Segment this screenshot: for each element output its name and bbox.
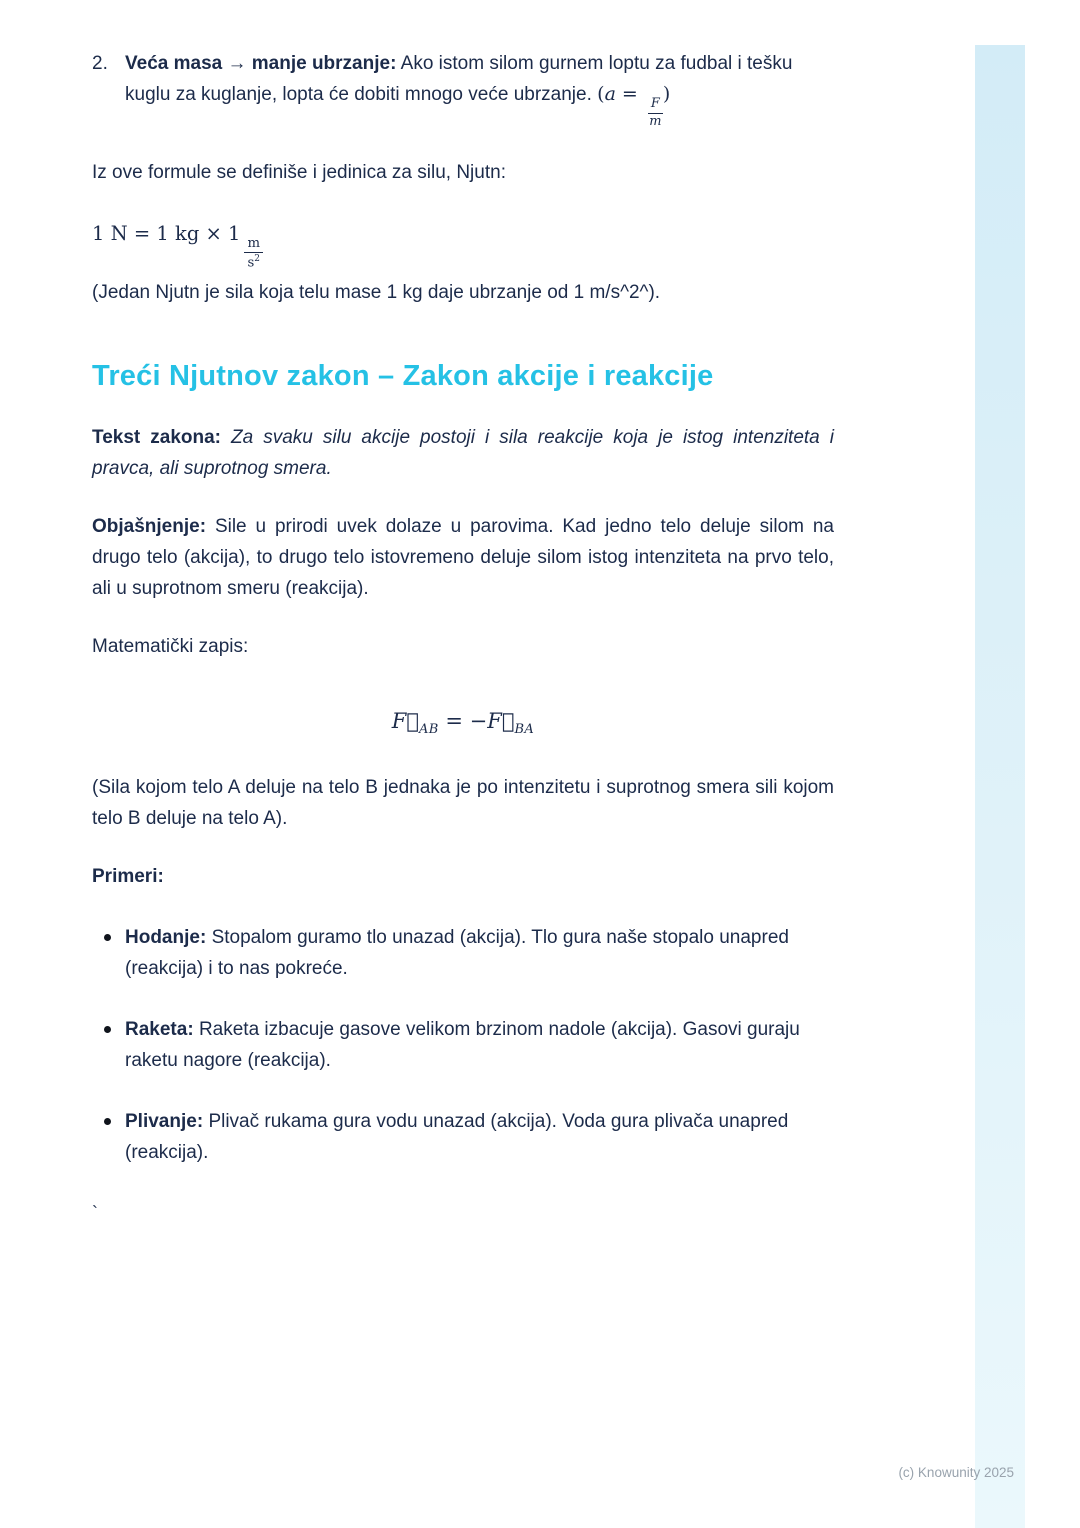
examples-list [92, 922, 834, 1168]
intro-paragraph: Iz ove formule se definiše i jedinica za silu, Njutn: [92, 161, 506, 183]
decorative-stripe [975, 45, 1025, 1528]
subscript-ba: BA [514, 722, 535, 738]
bullet-icon [104, 1026, 111, 1033]
explanation-label: Objašnjenje: [92, 516, 207, 538]
math-notation-label: Matematički zapis: [92, 636, 249, 658]
explanation-text: Sile u prirodi uvek dolaze u parovima. Kad jedno telo deluje silom na drugo telo (akcija), to drugo telo istovremeno deluje silom istog intenziteta na prvo telo, ali u suprotnom smeru (reakcija). [92, 516, 834, 600]
formula-equals-minus: = − [438, 709, 488, 734]
inline-formula-a-equals-f-over-m [597, 83, 671, 129]
list-item-text [125, 1106, 834, 1168]
bullet-icon [104, 934, 111, 941]
denominator-base: s [247, 255, 255, 271]
formula-paren-close: ) [662, 83, 671, 105]
list-item-body: Ako istom silom gurnem loptu za fudbal i tešku kuglu za kuglanje, lopta će dobiti mnogo veće ubrzanje. [125, 53, 793, 105]
denominator-exponent: 2 [254, 254, 261, 265]
bullet-icon [104, 1118, 111, 1125]
vector-f-ba: F⃗ [487, 709, 515, 734]
vector-formula-note: (Sila kojom telo A deluje na telo B jednaka je po intenzitetu i suprotnog smera sili kojom telo B deluje na telo A). [92, 777, 834, 830]
law-text: Za svaku silu akcije postoji i sila reakcije koja je istog intenziteta i pravca, ali suprotnog smera. [92, 427, 834, 480]
vector-formula [92, 706, 834, 745]
fraction-denominator [247, 253, 260, 271]
example-text: Raketa izbacuje gasove velikom brzinom nadole (akcija). Gasovi guraju raketu nagore (reakcija). [125, 1019, 800, 1072]
list-item [92, 1106, 834, 1168]
unit-formula-lead: 1 N = 1 kg × 1 [92, 221, 241, 245]
stray-character: ` [92, 1203, 98, 1224]
subscript-ab: AB [418, 722, 439, 738]
list-item-text [125, 922, 834, 984]
example-text: Plivač rukama gura vodu unazad (akcija). Voda gura plivača unapred (reakcija). [125, 1111, 789, 1164]
formula-variable-a: a [604, 83, 616, 105]
list-item-lead: Veća masa → manje ubrzanje: [125, 53, 397, 74]
numbered-list-item-2 [92, 48, 834, 130]
law-paragraph [92, 422, 834, 484]
newton-unit-formula [92, 218, 834, 271]
list-item-text [125, 48, 834, 130]
fraction-denominator: m [649, 113, 662, 129]
law-label: Tekst zakona: [92, 427, 221, 449]
fraction-numerator: F [648, 97, 663, 114]
example-text: Stopalom guramo tlo unazad (akcija). Tlo gura naše stopalo unapred (reakcija) i to nas pokreće. [125, 927, 789, 980]
example-label: Raketa: [125, 1019, 194, 1041]
newton-unit-note: (Jedan Njutn je sila koja telu mase 1 kg daje ubrzanje od 1 m/s^2^). [92, 282, 661, 304]
fraction-m-over-s2 [244, 236, 263, 271]
list-item-number: 2. [92, 53, 108, 74]
example-label: Hodanje: [125, 927, 207, 949]
vector-f-ab: F⃗ [391, 709, 419, 734]
formula-equals: = [615, 83, 644, 105]
examples-title-text: Primeri: [92, 866, 164, 888]
explanation-paragraph [92, 511, 834, 604]
footer-credit: (c) Knowunity 2025 [898, 1465, 1014, 1480]
examples-title [92, 861, 834, 892]
formula-paren-open: ( [597, 83, 605, 105]
page-content [92, 48, 834, 1229]
fraction-f-over-m [648, 97, 663, 130]
example-label: Plivanje: [125, 1111, 204, 1133]
list-item [92, 922, 834, 984]
list-item [92, 1014, 834, 1076]
fraction-numerator: m [244, 236, 263, 253]
list-item-text [125, 1014, 834, 1076]
section-heading: Treći Njutnov zakon – Zakon akcije i reakcije [92, 360, 714, 393]
